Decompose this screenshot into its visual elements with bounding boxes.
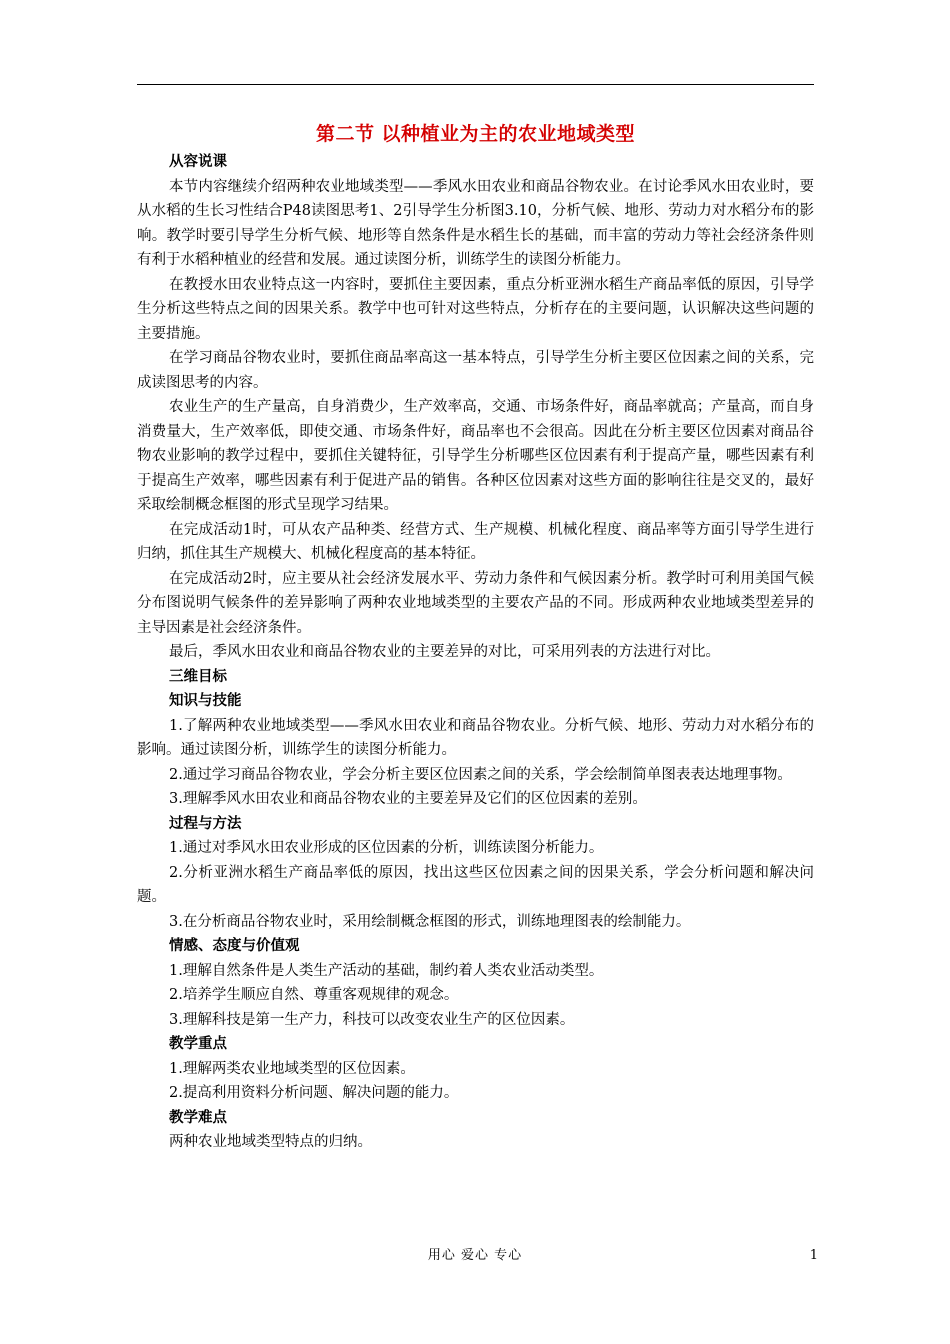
paragraph: 在教授水田农业特点这一内容时，要抓住主要因素，重点分析亚洲水稻生产商品率低的原因，引导学生分析这些特点之间的因果关系。教学中也可针对这些特点，分析存在的主要问题，认识解决这些问题的主要措施。 bbox=[137, 276, 814, 342]
list-item: 2.提高利用资料分析问题、解决问题的能力。 bbox=[169, 1085, 459, 1101]
header-rule bbox=[137, 84, 814, 85]
list-item: 3.在分析商品谷物农业时，采用绘制概念框图的形式，训练地理图表的绘制能力。 bbox=[169, 913, 691, 930]
list-item: 2.通过学习商品谷物农业，学会分析主要区位因素之间的关系，学会绘制简单图表表达地理事物。 bbox=[169, 766, 792, 783]
list-item: 2.培养学生顺应自然、尊重客观规律的观念。 bbox=[169, 987, 459, 1003]
list-item: 1.通过对季风水田农业形成的区位因素的分析，训练读图分析能力。 bbox=[169, 840, 604, 856]
list-item: 3.理解季风水田农业和商品谷物农业的主要差异及它们的区位因素的差别。 bbox=[169, 791, 647, 807]
section-heading-goals: 三维目标 bbox=[169, 668, 227, 685]
list-item: 1.了解两种农业地域类型——季风水田农业和商品谷物农业。分析气候、地形、劳动力对水稻分布的影响。通过读图分析，训练学生的读图分析能力。 bbox=[137, 717, 814, 758]
list-item: 两种农业地域类型特点的归纳。 bbox=[169, 1134, 372, 1150]
section-heading-difficulty: 教学难点 bbox=[169, 1109, 227, 1126]
document-body bbox=[137, 120, 814, 1155]
paragraph: 本节内容继续介绍两种农业地域类型——季风水田农业和商品谷物农业。在讨论季风水田农业时，要从水稻的生长习性结合P48读图思考1、2引导学生分析图3.10，分析气候、地形、劳动力对水稻分布的影响。教学时要引导学生分析气候、地形等自然条件是水稻生长的基础，而丰富的劳动力等社会经济条件则有利于水稻种植业的经营和发展。通过读图分析，训练学生的读图分析能力。 bbox=[137, 178, 814, 268]
list-item: 1.理解两类农业地域类型的区位因素。 bbox=[169, 1060, 415, 1077]
section-heading-focus: 教学重点 bbox=[169, 1036, 227, 1052]
subheading-process: 过程与方法 bbox=[169, 815, 242, 832]
list-item: 2.分析亚洲水稻生产商品率低的原因，找出这些区位因素之间的因果关系，学会分析问题和解决问题。 bbox=[137, 864, 814, 905]
footer-text: 用心 爱心 专心 bbox=[427, 1248, 523, 1263]
paragraph: 在完成活动2时，应主要从社会经济发展水平、劳动力条件和气候因素分析。教学时可利用美国气候分布图说明气候条件的差异影响了两种农业地域类型的主要农产品的不同。形成两种农业地域类型差异的主导因素是社会经济条件。 bbox=[137, 570, 814, 636]
paragraph: 最后，季风水田农业和商品谷物农业的主要差异的对比，可采用列表的方法进行对比。 bbox=[169, 644, 720, 660]
list-item: 3.理解科技是第一生产力，科技可以改变农业生产的区位因素。 bbox=[169, 1011, 575, 1028]
paragraph: 在学习商品谷物农业时，要抓住商品率高这一基本特点，引导学生分析主要区位因素之间的关系，完成读图思考的内容。 bbox=[137, 350, 814, 391]
subheading-knowledge: 知识与技能 bbox=[169, 693, 242, 709]
document-title: 第二节 以种植业为主的农业地域类型 bbox=[315, 123, 636, 145]
paragraph: 在完成活动1时，可从农产品种类、经营方式、生产规模、机械化程度、商品率等方面引导学生进行归纳，抓住其生产规模大、机械化程度高的基本特征。 bbox=[137, 521, 814, 562]
section-heading-intro: 从容说课 bbox=[169, 154, 227, 170]
paragraph: 农业生产的生产量高，自身消费少，生产效率高，交通、市场条件好，商品率就高；产量高，而自身消费量大，生产效率低，即使交通、市场条件好，商品率也不会很高。因此在分析主要区位因素对商品谷物农业影响的教学过程中，要抓住关键特征，引导学生分析哪些区位因素有利于提高产量，哪些因素有利于提高生产效率，哪些因素有利于促进产品的销售。各种区位因素对这些方面的影响往往是交叉的，最好采取绘制概念框图的形式呈现学习结果。 bbox=[137, 399, 814, 513]
list-item: 1.理解自然条件是人类生产活动的基础，制约着人类农业活动类型。 bbox=[169, 962, 604, 979]
subheading-values: 情感、态度与价值观 bbox=[169, 938, 300, 954]
page-number: 1 bbox=[809, 1248, 818, 1263]
